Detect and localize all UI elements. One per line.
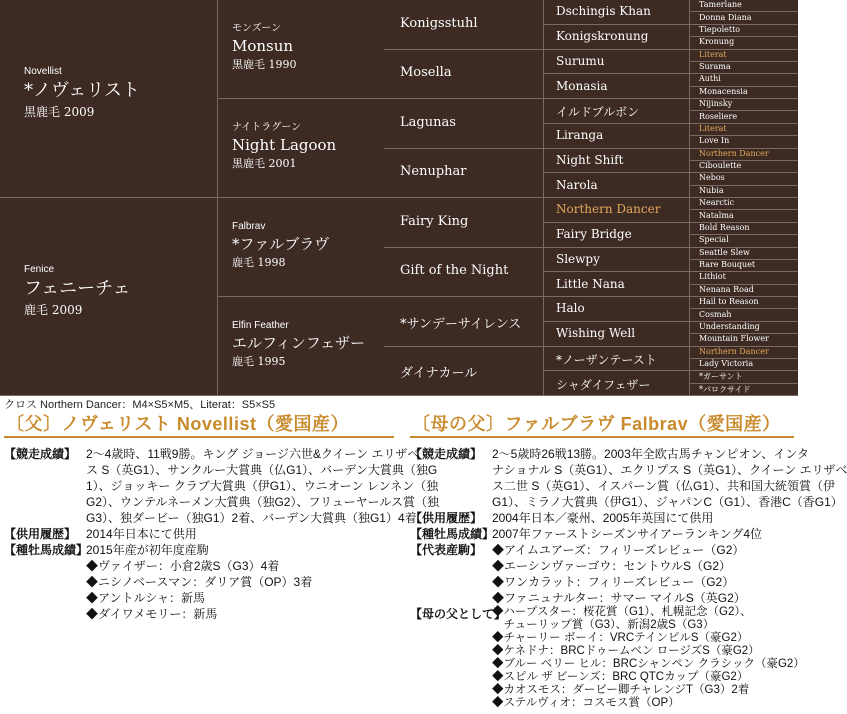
sire-race-line: 2～4歳時、11戦9勝。キング ジョージ六世&クイーン エリザベ bbox=[86, 447, 420, 461]
gen5-name: Nenana Road bbox=[699, 284, 754, 294]
gen5-name: Special bbox=[699, 235, 729, 245]
damsire-bms bbox=[492, 606, 805, 710]
pedigree-gen5-cell bbox=[690, 186, 798, 198]
pedigree-gen4-cell bbox=[544, 198, 690, 223]
gen5-name: Nearctic bbox=[699, 198, 735, 208]
sire-section-title: 〔父〕ノヴェリスト Novellist（愛国産） bbox=[6, 414, 349, 434]
pedigree-gen5-cell bbox=[690, 37, 798, 49]
gen5-name: Donna Diana bbox=[699, 12, 752, 22]
pedigree-gen5-cell bbox=[690, 25, 798, 37]
damsire-stud-label: 【供用履歴】 bbox=[410, 511, 483, 525]
pedigree-gen3-cell bbox=[384, 198, 544, 248]
gen5-name: Northern Dancer bbox=[699, 346, 769, 356]
damsire-bms-line: ◆ブルー ベリー ヒル：BRCシャンペン クラシック（豪G2） bbox=[492, 658, 805, 670]
gen5-name: Northern Dancer bbox=[699, 148, 769, 158]
damsire-bms-line: チューリップ賞（G3）、新潟2歳S（G3） bbox=[492, 619, 715, 631]
pedigree-gen3-cell bbox=[384, 99, 544, 149]
gen2-name: *ファルブラヴ bbox=[232, 234, 330, 253]
sire-offspring-line: 2015年産が初年度産駒 bbox=[86, 543, 209, 557]
gen5-name: Tiepoletto bbox=[699, 24, 741, 34]
damsire-rep-line: ◆ファニュナルター：サマー マイルS（英G2） bbox=[492, 591, 746, 605]
gen3-name: Konigsstuhl bbox=[400, 15, 478, 31]
gen2-name-kana: ナイトラグーン bbox=[232, 121, 302, 133]
gen3-name: Gift of the Night bbox=[400, 263, 509, 279]
pedigree-gen4-cell bbox=[544, 322, 690, 347]
pedigree-gen4-cell bbox=[544, 223, 690, 248]
pedigree-gen2-cell bbox=[218, 297, 386, 396]
pedigree-gen5-cell bbox=[690, 62, 798, 74]
pedigree-gen1-cell bbox=[0, 0, 218, 198]
gen4-name: Wishing Well bbox=[556, 326, 636, 341]
damsire-rep-line: ◆ワンカラット：フィリーズレビュー（G2） bbox=[492, 575, 735, 589]
pedigree-gen5-cell bbox=[690, 272, 798, 284]
pedigree-gen5-cell bbox=[690, 285, 798, 297]
gen5-name: Seattle Slew bbox=[699, 247, 750, 257]
pedigree-gen1-cell bbox=[0, 198, 218, 396]
damsire-race-label: 【競走成績】 bbox=[410, 447, 483, 461]
gen2-name-kana: Falbrav bbox=[232, 220, 266, 232]
gen5-name: Understanding bbox=[699, 321, 760, 331]
gen5-name: Lithiot bbox=[699, 272, 726, 282]
pedigree-gen5-cell bbox=[690, 347, 798, 359]
pedigree-gen4-cell bbox=[544, 149, 690, 174]
sire-title-rule bbox=[4, 436, 394, 438]
pedigree-gen4-cell bbox=[544, 99, 690, 124]
gen5-name: Monacensia bbox=[699, 86, 748, 96]
pedigree-gen3-cell bbox=[384, 0, 544, 50]
gen5-name: Kronung bbox=[699, 37, 735, 47]
gen5-name: *パロクサイド bbox=[699, 384, 751, 394]
sire-race-line: G2）、ウンテルネーメン大賞典（独G2）、フリューヤールス賞（独 bbox=[86, 495, 440, 509]
gen4-name: *ノーザンテースト bbox=[556, 352, 657, 367]
gen5-name: Roseliere bbox=[699, 111, 738, 121]
gen4-name: Surumu bbox=[556, 53, 605, 68]
pedigree-gen5-cell bbox=[690, 50, 798, 62]
gen1-horse bbox=[24, 65, 140, 121]
gen1-color: 鹿毛 2009 bbox=[24, 303, 83, 317]
gen4-name: Night Shift bbox=[556, 152, 624, 167]
gen2-name: Night Lagoon bbox=[232, 135, 337, 154]
pedigree-gen5-cell bbox=[690, 334, 798, 346]
pedigree-gen5-cell bbox=[690, 384, 798, 396]
damsire-bms-line: ◆カオスモス：ダービー卿チャレンジT（G3）2着 bbox=[492, 684, 750, 696]
gen1-name-jp: *ノヴェリスト bbox=[24, 80, 140, 101]
gen5-name: Bold Reason bbox=[699, 222, 750, 232]
gen2-color: 鹿毛 1998 bbox=[232, 255, 286, 269]
gen4-name: Halo bbox=[556, 301, 585, 316]
gen1-name-en: Fenice bbox=[24, 264, 55, 275]
gen1-horse bbox=[24, 263, 131, 319]
damsire-race-line: 2～5歳時26戦13勝。2003年全欧古馬チャンピオン、インタ bbox=[492, 447, 809, 461]
gen2-name-kana: モンズーン bbox=[232, 22, 281, 34]
pedigree-gen5-cell bbox=[690, 359, 798, 371]
sire-offspring-line: ◆アントルシャ：新馬 bbox=[86, 591, 205, 605]
gen4-name: Narola bbox=[556, 177, 598, 192]
pedigree-gen5-cell bbox=[690, 198, 798, 210]
gen5-name: Literat bbox=[699, 123, 727, 133]
gen5-name: Natalma bbox=[699, 210, 734, 220]
damsire-rank-label: 【種牡馬成績】 bbox=[410, 527, 495, 541]
damsire-bms-line: ◆チャーリー ボーイ：VRCテインピルS（豪G2） bbox=[492, 632, 749, 644]
gen4-name: イルドブルボン bbox=[556, 105, 640, 120]
pedigree-gen3-cell bbox=[384, 248, 544, 298]
gen5-name: Nubia bbox=[699, 185, 724, 195]
pedigree-gen4-cell bbox=[544, 0, 690, 25]
pedigree-gen5-cell bbox=[690, 297, 798, 309]
gen2-name-kana: Elfin Feather bbox=[232, 319, 289, 331]
gen5-name: Literat bbox=[699, 49, 727, 59]
damsire-rep-line: ◆アイムユアーズ：フィリーズレビュー（G2） bbox=[492, 543, 745, 557]
sire-race-label: 【競走成績】 bbox=[4, 447, 77, 461]
damsire-rep bbox=[492, 542, 746, 606]
gen5-name: Tamerlane bbox=[699, 0, 742, 10]
sire-offspring-line: ◆ニシノベースマン：ダリア賞（OP）3着 bbox=[86, 575, 313, 589]
gen3-name: Lagunas bbox=[400, 114, 456, 130]
pedigree-gen5-cell bbox=[690, 223, 798, 235]
damsire-stud: 2004年日本／豪州、2005年英国にて供用 bbox=[492, 511, 714, 525]
damsire-bms-line: ◆スピル ザ ビーンズ：BRC QTCカップ（豪G2） bbox=[492, 671, 749, 683]
gen5-name: Authi bbox=[699, 74, 721, 84]
damsire-title-rule bbox=[410, 436, 794, 438]
pedigree-gen5-cell bbox=[690, 149, 798, 161]
gen2-horse bbox=[232, 319, 365, 371]
pedigree-gen5-cell bbox=[690, 87, 798, 99]
pedigree-gen3-cell bbox=[384, 297, 544, 347]
pedigree-gen5-cell bbox=[690, 260, 798, 272]
sire-race-line: 1）、ジョッキー クラブ大賞典（伊G1）、ウニオーン レンネン（独 bbox=[86, 479, 439, 493]
gen2-horse bbox=[232, 121, 336, 173]
gen2-color: 黒鹿毛 2001 bbox=[232, 156, 297, 170]
gen4-name: Fairy Bridge bbox=[556, 227, 632, 242]
gen1-name-jp: フェニーチェ bbox=[24, 278, 131, 299]
gen5-name: *ガーサント bbox=[699, 372, 743, 382]
pedigree-gen2-cell bbox=[218, 99, 386, 198]
pedigree-gen5-cell bbox=[690, 248, 798, 260]
pedigree-gen3-cell bbox=[384, 149, 544, 199]
pedigree-gen5-cell bbox=[690, 0, 798, 12]
pedigree-gen4-cell bbox=[544, 124, 690, 149]
gen2-name: Monsun bbox=[232, 36, 294, 55]
pedigree-gen5-cell bbox=[690, 309, 798, 321]
pedigree-gen4-cell bbox=[544, 371, 690, 396]
pedigree-gen4-cell bbox=[544, 25, 690, 50]
damsire-rank: 2007年ファーストシーズンサイアーランキング4位 bbox=[492, 527, 763, 541]
pedigree-gen5-cell bbox=[690, 161, 798, 173]
pedigree-gen4-cell bbox=[544, 347, 690, 372]
gen5-name: Rare Bouquet bbox=[699, 260, 756, 270]
sire-offspring-label: 【種牡馬成績】 bbox=[4, 543, 89, 557]
sire-stud: 2014年日本にて供用 bbox=[86, 527, 197, 541]
damsire-rep-label: 【代表産駒】 bbox=[410, 543, 483, 557]
cross-note: クロス Northern Dancer：M4×S5×M5、Literat：S5×S5 bbox=[4, 399, 276, 411]
damsire-race-line: ス二世 S（英G1）、イスパーン賞（仏G1）、共和国大統領賞（伊 bbox=[492, 479, 835, 493]
gen5-name: Cosmah bbox=[699, 309, 732, 319]
gen5-name: Ciboulette bbox=[699, 161, 742, 171]
gen3-name: Mosella bbox=[400, 65, 452, 81]
gen2-horse bbox=[232, 22, 297, 74]
pedigree-gen4-cell bbox=[544, 272, 690, 297]
sire-race-line: ス S（英G1）、サンクルー大賞典（仏G1）、バーデン大賞典（独G bbox=[86, 463, 438, 477]
sire-stud-label: 【供用履歴】 bbox=[4, 527, 77, 541]
pedigree-gen2-cell bbox=[218, 198, 386, 297]
pedigree-gen4-cell bbox=[544, 297, 690, 322]
damsire-bms-line: ◆ハープスター：桜花賞（G1）、札幌記念（G2）、 bbox=[492, 606, 752, 618]
gen1-color: 黒鹿毛 2009 bbox=[24, 105, 95, 119]
sire-offspring-line: ◆ヴァイザー：小倉2歳S（G3）4着 bbox=[86, 559, 280, 573]
gen2-color: 黒鹿毛 1990 bbox=[232, 57, 297, 71]
gen3-name: Fairy King bbox=[400, 213, 469, 229]
pedigree-gen5-cell bbox=[690, 210, 798, 222]
gen4-name: Konigskronung bbox=[556, 29, 649, 44]
damsire-info bbox=[410, 446, 847, 712]
pedigree-gen5-cell bbox=[690, 12, 798, 24]
pedigree-gen5-cell bbox=[690, 235, 798, 247]
gen5-name: Surama bbox=[699, 62, 731, 72]
gen5-name: Mountain Flower bbox=[699, 334, 769, 344]
gen4-name: Little Nana bbox=[556, 276, 625, 291]
gen2-color: 鹿毛 1995 bbox=[232, 354, 286, 368]
gen2-horse bbox=[232, 220, 329, 272]
damsire-race-line: G1）、ミラノ大賞典（伊G1）、ジャパンC（G1）、香港C（香G1） bbox=[492, 495, 843, 509]
gen1-name-en: Novellist bbox=[24, 66, 62, 77]
damsire-rep-line: ◆エーシンヴァーゴウ：セントウルS（G2） bbox=[492, 559, 731, 573]
damsire-bms-line: ◆ステルヴィオ：コスモス賞（OP） bbox=[492, 697, 680, 709]
pedigree-gen5-cell bbox=[690, 111, 798, 123]
pedigree-gen4-cell bbox=[544, 248, 690, 273]
gen4-name: Dschingis Khan bbox=[556, 4, 651, 19]
gen3-name: Nenuphar bbox=[400, 164, 467, 180]
gen4-name: Liranga bbox=[556, 128, 604, 143]
gen5-name: Love In bbox=[699, 136, 730, 146]
pedigree-gen5-cell bbox=[690, 136, 798, 148]
pedigree-gen5-cell bbox=[690, 173, 798, 185]
pedigree-gen5-cell bbox=[690, 124, 798, 136]
pedigree-gen2-cell bbox=[218, 0, 386, 99]
gen4-name: シャダイフェザー bbox=[556, 377, 651, 392]
gen2-name: エルフィンフェザー bbox=[232, 333, 366, 352]
pedigree-gen4-cell bbox=[544, 173, 690, 198]
sire-race-line: G3）、独ダービー（独G1）2着、バーデン大賞典（独G1）4着 bbox=[86, 511, 417, 525]
damsire-bms-line: ◆ケネドナ：BRCドゥームベン ロージズS（豪G2） bbox=[492, 645, 760, 657]
pedigree-gen5-cell bbox=[690, 322, 798, 334]
pedigree-gen4-cell bbox=[544, 74, 690, 99]
gen5-name: Nijinsky bbox=[699, 99, 733, 109]
sire-offspring bbox=[86, 542, 312, 622]
gen5-name: Lady Victoria bbox=[699, 359, 754, 369]
sire-info bbox=[4, 446, 440, 621]
gen5-name: Hail to Reason bbox=[699, 297, 759, 307]
damsire-race-line: ナショナル S（英G1）、エクリプス S（英G1）、クイーン エリザベ bbox=[492, 463, 847, 477]
damsire-bms-label: 【母の父として】 bbox=[410, 607, 507, 621]
gen4-name: Monasia bbox=[556, 78, 608, 93]
pedigree-gen5-cell bbox=[690, 74, 798, 86]
gen4-name: Slewpy bbox=[556, 251, 600, 266]
pedigree-gen4-cell bbox=[544, 50, 690, 75]
damsire-race-record bbox=[492, 446, 847, 510]
gen5-name: Nebos bbox=[699, 173, 725, 183]
pedigree-gen3-cell bbox=[384, 50, 544, 100]
sire-offspring-line: ◆ダイワメモリー：新馬 bbox=[86, 607, 218, 621]
gen3-name: ダイナカール bbox=[400, 366, 478, 382]
pedigree-gen3-cell bbox=[384, 347, 544, 397]
gen4-name: Northern Dancer bbox=[556, 202, 661, 217]
gen3-name: *サンデーサイレンス bbox=[400, 316, 522, 332]
pedigree-gen5-cell bbox=[690, 371, 798, 383]
damsire-section-title: 〔母の父〕ファルブラヴ Falbrav（愛国産） bbox=[412, 414, 781, 434]
pedigree-gen5-cell bbox=[690, 99, 798, 111]
sire-race-record bbox=[86, 446, 439, 526]
